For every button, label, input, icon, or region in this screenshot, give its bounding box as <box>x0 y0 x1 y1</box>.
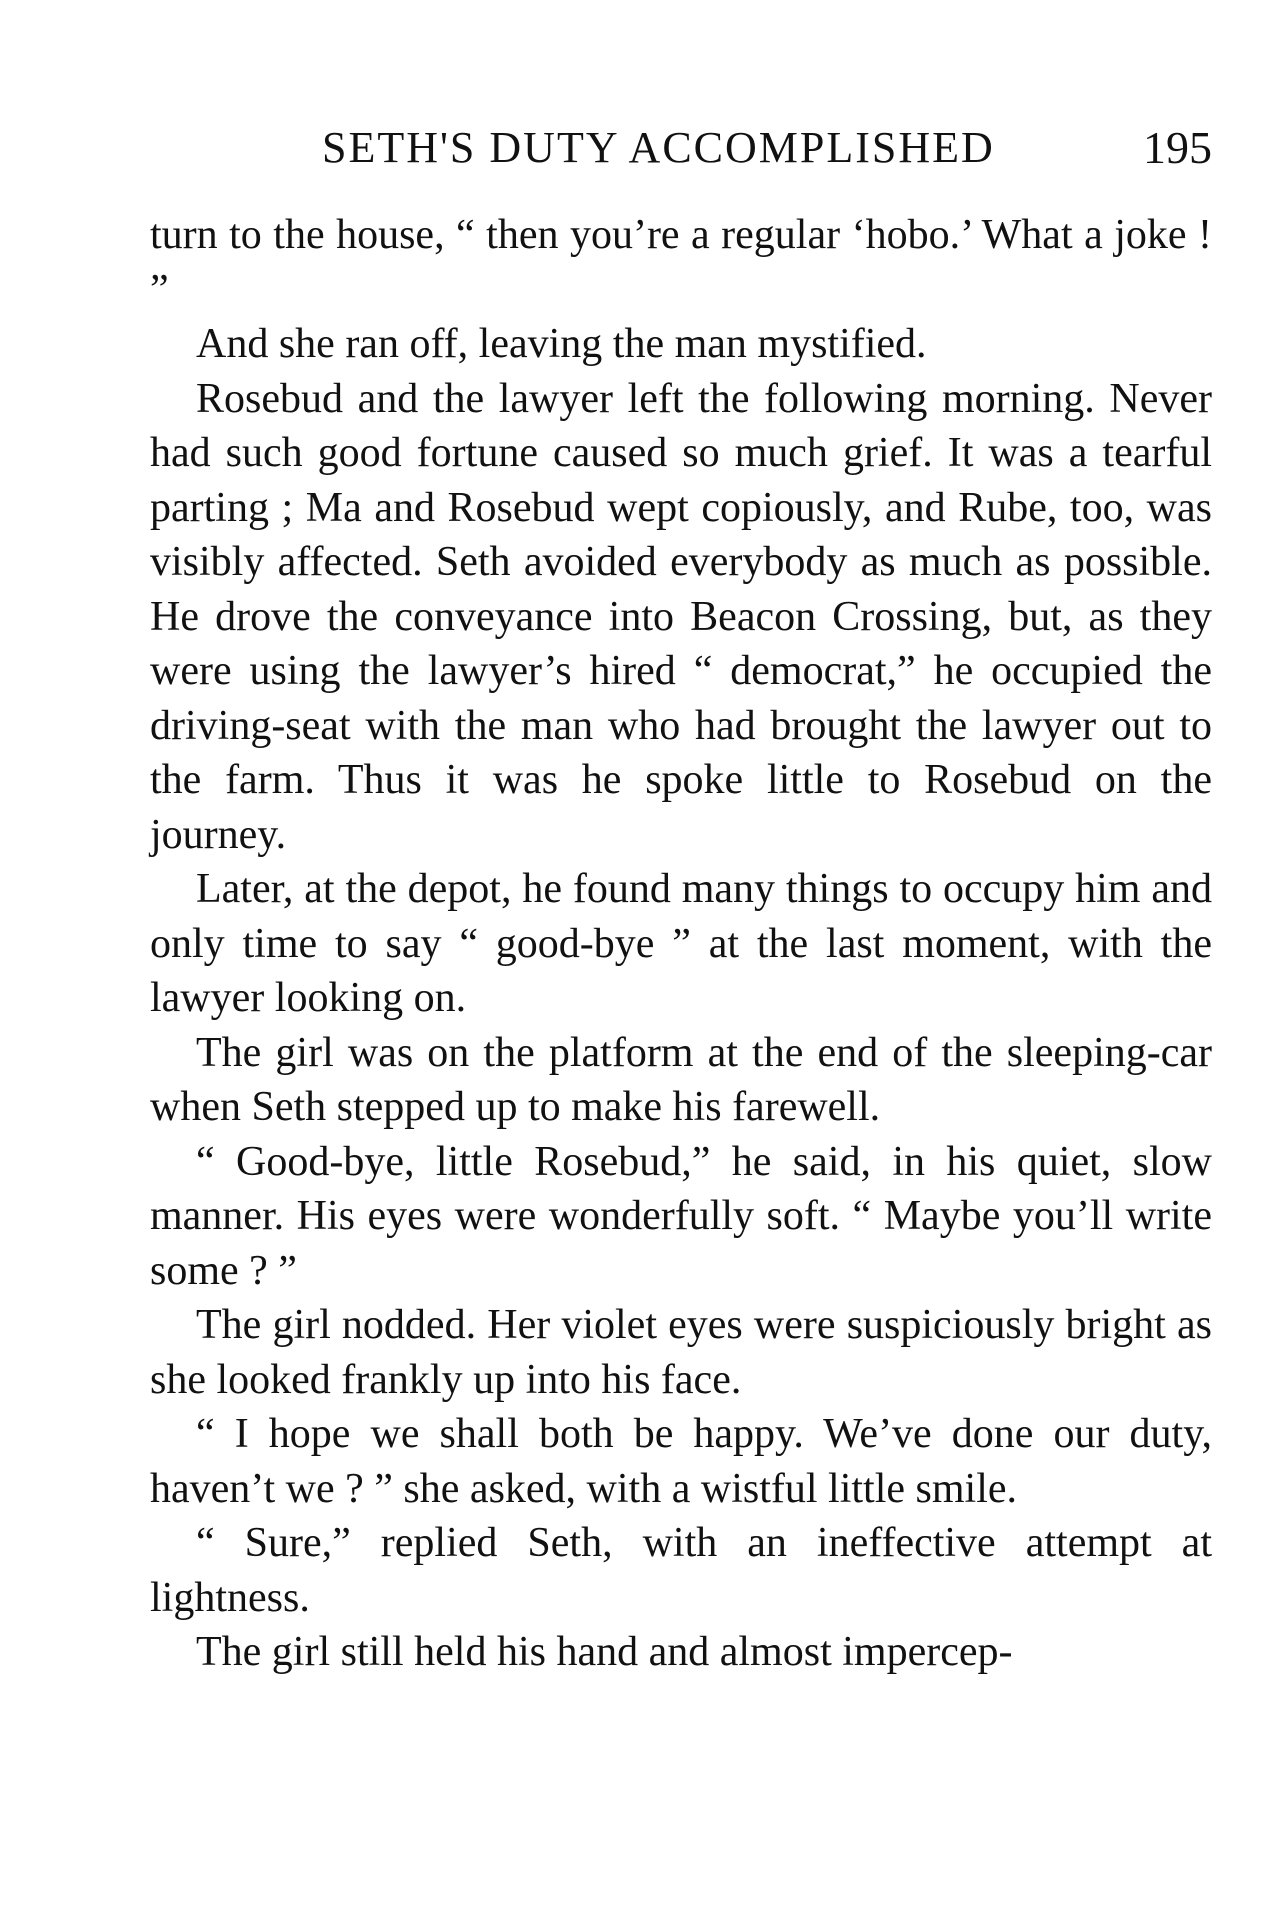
paragraph: The girl was on the platform at the end of the sleeping-car when Seth stepped up to make his farewell. <box>150 1029 1212 1130</box>
paragraph: “ Good-bye, little Rosebud,” he said, in his quiet, slow manner. His eyes were wonderfully soft. “ Maybe you’ll write some ? ” <box>150 1138 1212 1294</box>
paragraph: Rosebud and the lawyer left the following morning. Never had such good fortune caused so much grief. It was a tearful parting ; Ma and Rosebud wept copiously, and Rube, too, was visibly affected. Seth avoided everybody as much as possible. He drove the conveyance into Beacon Crossing, but, as they were using the lawyer’s hired “ democrat,” he occupied the driving-seat with the man who had brought the lawyer out to the farm. Thus it was he spoke little to Rosebud on the journey. <box>150 375 1212 858</box>
page-number: 195 <box>1143 122 1212 173</box>
paragraph: The girl nodded. Her violet eyes were suspiciously bright as she looked frankly up into his face. <box>150 1302 1212 1403</box>
paragraph: turn to the house, “ then you’re a regular ‘hobo.’ What a joke ! ” <box>150 212 1212 313</box>
paragraph: The girl still held his hand and almost impercep- <box>196 1629 1013 1675</box>
running-head: SETH'S DUTY ACCOMPLISHED <box>322 123 995 172</box>
paragraph: “ Sure,” replied Seth, with an ineffective attempt at lightness. <box>150 1520 1212 1621</box>
body-text <box>150 208 1212 1680</box>
page-header <box>150 118 1212 178</box>
paragraph: “ I hope we shall both be happy. We’ve done our duty, haven’t we ? ” she asked, with a wistful little smile. <box>150 1411 1212 1512</box>
paragraph: Later, at the depot, he found many things to occupy him and only time to say “ good-bye ” at the last moment, with the lawyer looking on. <box>150 866 1212 1021</box>
paragraph: And she ran off, leaving the man mystified. <box>196 321 927 367</box>
